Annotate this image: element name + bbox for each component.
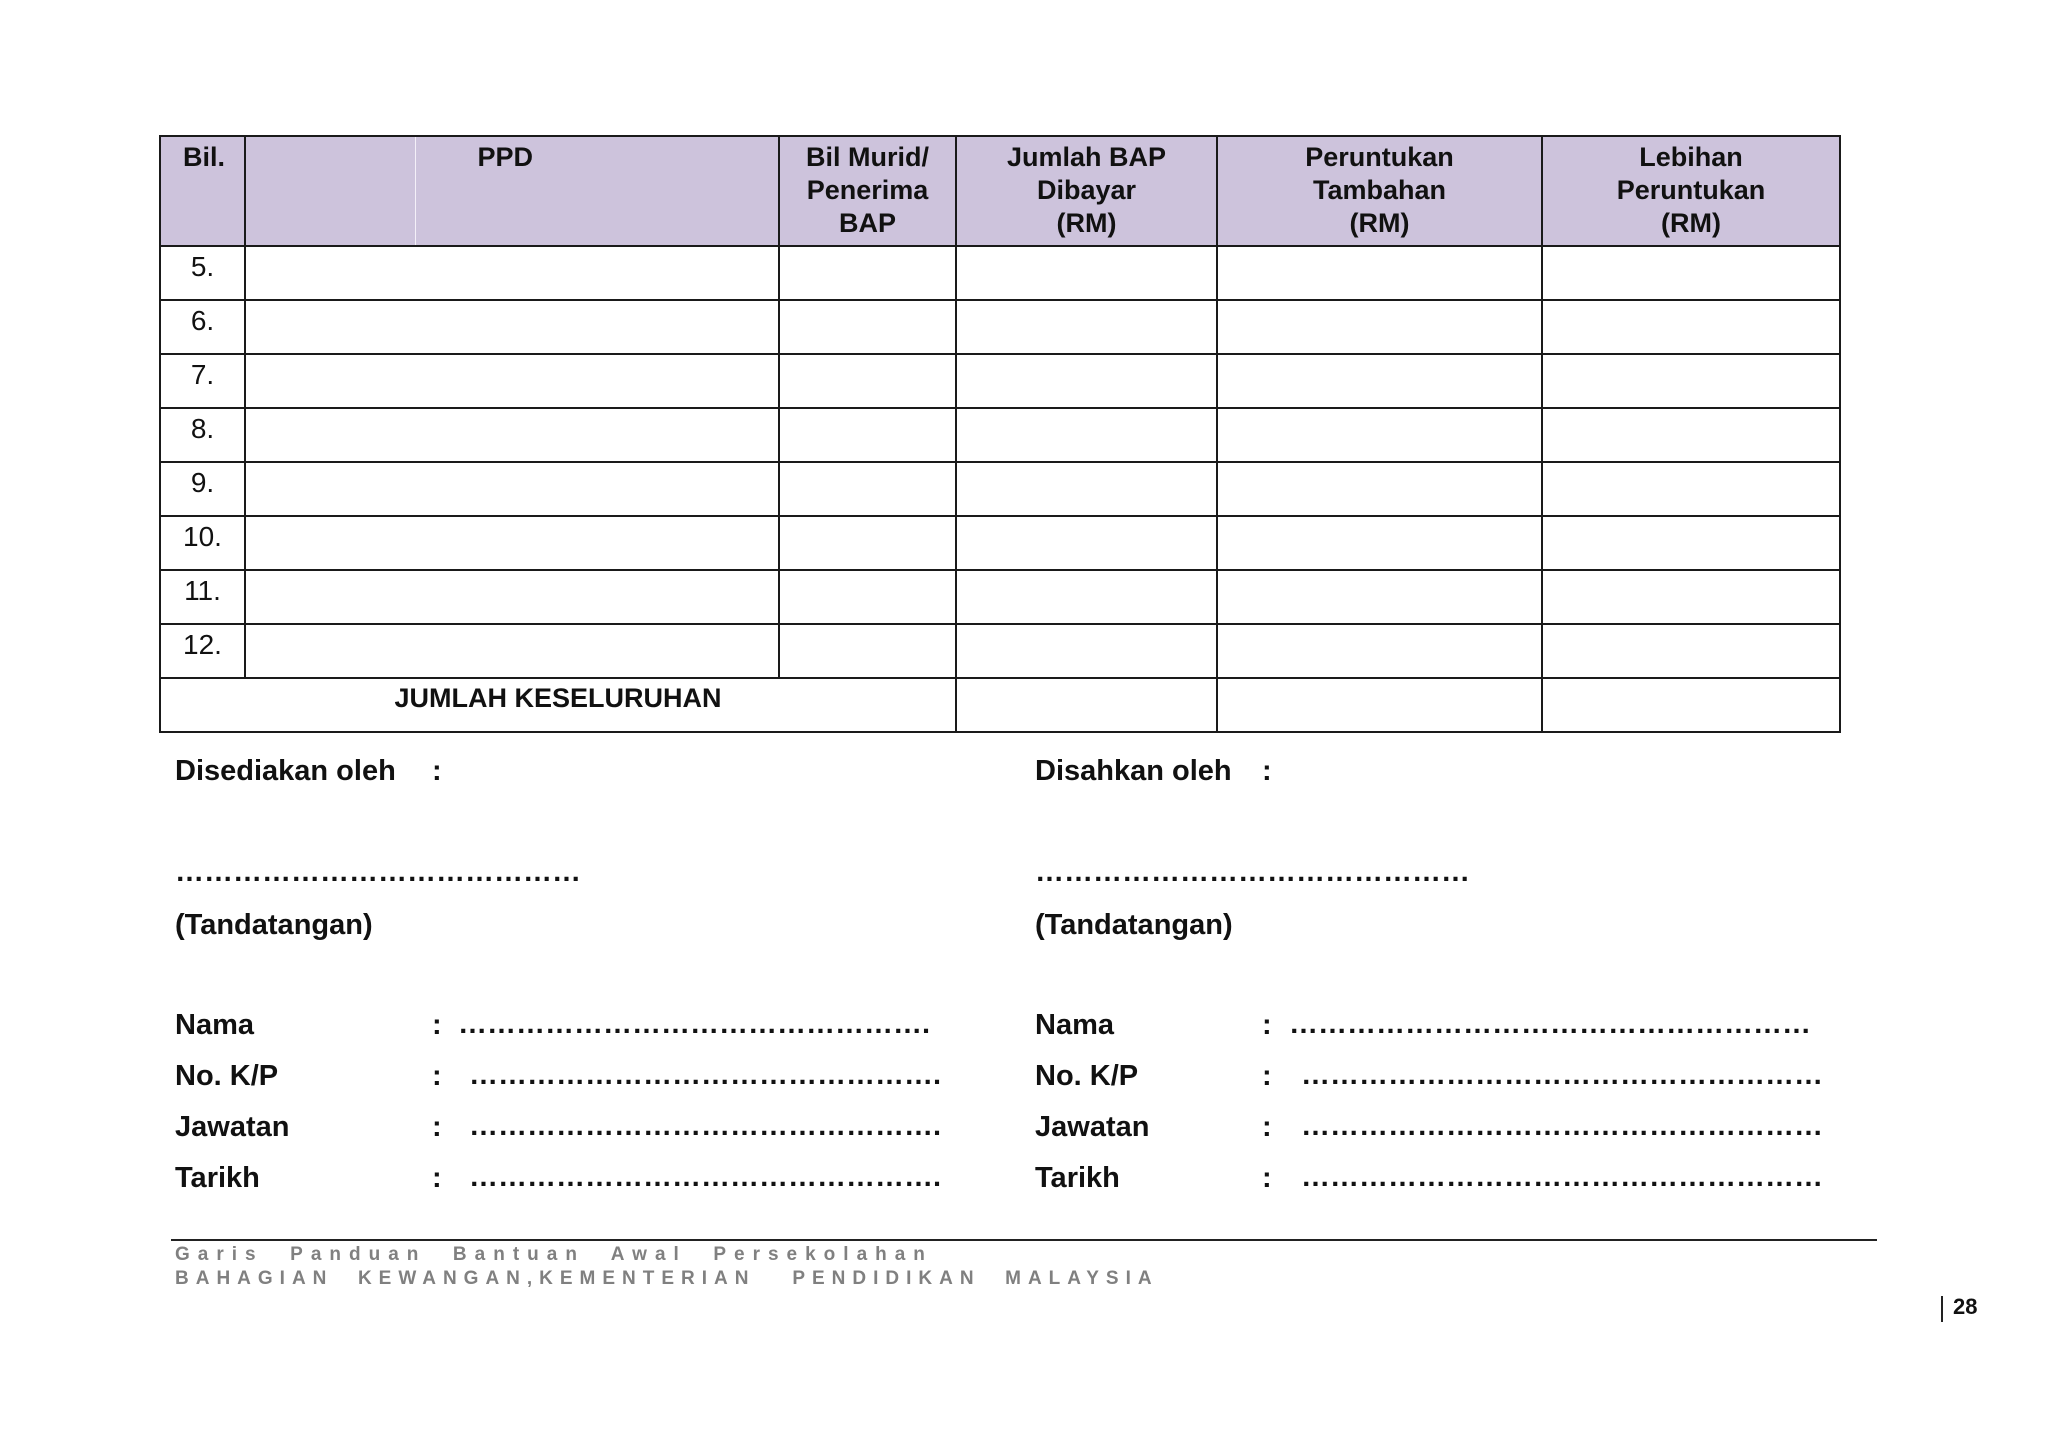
total-jumlah-bap[interactable] <box>956 678 1217 732</box>
prepared-nama-line: …………………………………………. <box>458 1008 931 1040</box>
prepared-jawatan-colon: : <box>432 1111 442 1143</box>
cell-bil-murid[interactable] <box>779 354 956 408</box>
approved-jawatan-colon: : <box>1262 1111 1272 1143</box>
prepared-by-colon: : <box>432 755 442 787</box>
cell-jumlah-bap[interactable] <box>956 462 1217 516</box>
prepared-jawatan-line: …………………………………………. <box>469 1110 942 1142</box>
total-lebihan-peruntukan[interactable] <box>1542 678 1840 732</box>
cell-bil-murid[interactable] <box>779 516 956 570</box>
header-bil-murid <box>779 136 956 246</box>
cell-jumlah-bap[interactable] <box>956 624 1217 678</box>
header-peruntukan-line2: Tambahan <box>1312 175 1447 205</box>
footer-rule <box>171 1239 1877 1241</box>
header-peruntukan-line1: Peruntukan <box>1305 142 1454 172</box>
prepared-tarikh-label: Tarikh <box>175 1162 260 1194</box>
table-row <box>160 354 1840 408</box>
cell-lebihan-peruntukan[interactable] <box>1542 300 1840 354</box>
approved-signature-line: ……………………………………… <box>1035 856 1470 888</box>
footer-ministry-name: BAHAGIAN KEWANGAN,KEMENTERIAN PENDIDIKAN MALAYSIA <box>175 1268 1159 1289</box>
page-number-divider <box>1941 1296 1943 1322</box>
cell-peruntukan-tambahan[interactable] <box>1217 462 1542 516</box>
cell-bil-murid[interactable] <box>779 624 956 678</box>
header-jumlah-bap <box>956 136 1217 246</box>
table-row <box>160 408 1840 462</box>
cell-peruntukan-tambahan[interactable] <box>1217 300 1542 354</box>
header-lebihan-line2: Peruntukan <box>1616 175 1766 205</box>
header-jumlah-bap-line2: Dibayar <box>1036 175 1137 205</box>
header-lebihan-line1: Lebihan <box>1639 142 1743 172</box>
approved-tarikh-colon: : <box>1262 1162 1272 1194</box>
cell-jumlah-bap[interactable] <box>956 408 1217 462</box>
table-row <box>160 624 1840 678</box>
header-ppd: PPD <box>415 136 779 246</box>
total-label: JUMLAH KESELURUHAN <box>160 678 956 732</box>
cell-peruntukan-tambahan[interactable] <box>1217 624 1542 678</box>
approved-tarikh-line: ……………………………………………… <box>1301 1161 1823 1193</box>
cell-peruntukan-tambahan[interactable] <box>1217 570 1542 624</box>
approved-nama-line: ……………………………………………… <box>1289 1008 1811 1040</box>
row-number: 11. <box>160 570 245 624</box>
approved-by-label: Disahkan oleh <box>1035 755 1232 787</box>
table-row <box>160 462 1840 516</box>
cell-bil-murid[interactable] <box>779 462 956 516</box>
row-number: 8. <box>160 408 245 462</box>
prepared-no-k-p-colon: : <box>432 1060 442 1092</box>
cell-ppd[interactable] <box>245 246 779 300</box>
approved-jawatan-line: ……………………………………………… <box>1301 1110 1823 1142</box>
table-row <box>160 300 1840 354</box>
cell-lebihan-peruntukan[interactable] <box>1542 462 1840 516</box>
cell-jumlah-bap[interactable] <box>956 246 1217 300</box>
cell-bil-murid[interactable] <box>779 300 956 354</box>
row-number: 6. <box>160 300 245 354</box>
cell-bil-murid[interactable] <box>779 246 956 300</box>
cell-ppd[interactable] <box>245 624 779 678</box>
cell-bil-murid[interactable] <box>779 408 956 462</box>
table-row <box>160 570 1840 624</box>
table-row <box>160 246 1840 300</box>
prepared-tarikh-line: …………………………………………. <box>469 1161 942 1193</box>
row-number: 9. <box>160 462 245 516</box>
header-lebihan-line3: (RM) <box>1661 208 1721 238</box>
cell-lebihan-peruntukan[interactable] <box>1542 516 1840 570</box>
approved-by-colon: : <box>1262 755 1272 787</box>
cell-jumlah-bap[interactable] <box>956 354 1217 408</box>
cell-peruntukan-tambahan[interactable] <box>1217 408 1542 462</box>
prepared-no-k-p-label: No. K/P <box>175 1060 279 1092</box>
header-jumlah-bap-line1: Jumlah BAP <box>1006 142 1167 172</box>
page-number: 28 <box>1953 1294 1978 1319</box>
prepared-signature-label: (Tandatangan) <box>175 909 373 941</box>
cell-peruntukan-tambahan[interactable] <box>1217 516 1542 570</box>
approved-nama-colon: : <box>1262 1009 1272 1041</box>
prepared-signature-line: …………………………………… <box>175 856 581 888</box>
row-number: 7. <box>160 354 245 408</box>
allocation-table <box>159 135 1841 733</box>
approved-nama-label: Nama <box>1035 1009 1114 1041</box>
approved-signature-label: (Tandatangan) <box>1035 909 1233 941</box>
cell-ppd[interactable] <box>245 408 779 462</box>
header-lebihan-peruntukan <box>1542 136 1840 246</box>
cell-peruntukan-tambahan[interactable] <box>1217 354 1542 408</box>
prepared-tarikh-colon: : <box>432 1162 442 1194</box>
approved-no-k-p-line: ……………………………………………… <box>1301 1059 1823 1091</box>
row-number: 12. <box>160 624 245 678</box>
cell-peruntukan-tambahan[interactable] <box>1217 246 1542 300</box>
header-peruntukan-line3: (RM) <box>1349 208 1410 238</box>
cell-jumlah-bap[interactable] <box>956 300 1217 354</box>
approved-no-k-p-label: No. K/P <box>1035 1060 1139 1092</box>
cell-jumlah-bap[interactable] <box>956 516 1217 570</box>
approved-jawatan-label: Jawatan <box>1035 1111 1150 1143</box>
cell-lebihan-peruntukan[interactable] <box>1542 408 1840 462</box>
cell-lebihan-peruntukan[interactable] <box>1542 246 1840 300</box>
prepared-no-k-p-line: …………………………………………. <box>469 1059 942 1091</box>
prepared-nama-label: Nama <box>175 1009 254 1041</box>
table-row <box>160 516 1840 570</box>
header-ppd-spacer <box>245 136 415 246</box>
cell-ppd[interactable] <box>245 300 779 354</box>
header-peruntukan-tambahan <box>1217 136 1542 246</box>
cell-lebihan-peruntukan[interactable] <box>1542 624 1840 678</box>
cell-ppd[interactable] <box>245 354 779 408</box>
cell-bil-murid[interactable] <box>779 570 956 624</box>
prepared-jawatan-label: Jawatan <box>175 1111 290 1143</box>
approved-no-k-p-colon: : <box>1262 1060 1272 1092</box>
cell-lebihan-peruntukan[interactable] <box>1542 570 1840 624</box>
cell-jumlah-bap[interactable] <box>956 570 1217 624</box>
table-header-row <box>160 136 1840 246</box>
cell-ppd[interactable] <box>245 462 779 516</box>
cell-lebihan-peruntukan[interactable] <box>1542 354 1840 408</box>
header-bil-murid-line3: BAP <box>838 208 896 238</box>
cell-ppd[interactable] <box>245 516 779 570</box>
prepared-by-label: Disediakan oleh <box>175 755 396 787</box>
row-number: 10. <box>160 516 245 570</box>
approved-tarikh-label: Tarikh <box>1035 1162 1120 1194</box>
row-number: 5. <box>160 246 245 300</box>
header-bil: Bil. <box>160 136 245 246</box>
footer-guideline-title: Garis Panduan Bantuan Awal Persekolahan <box>175 1244 933 1265</box>
total-peruntukan-tambahan[interactable] <box>1217 678 1542 732</box>
cell-ppd[interactable] <box>245 570 779 624</box>
prepared-nama-colon: : <box>432 1009 442 1041</box>
total-row <box>160 678 1840 732</box>
header-bil-murid-line1: Bil Murid/ <box>806 142 929 172</box>
table-body <box>160 246 1840 732</box>
header-bil-murid-line2: Penerima <box>806 175 929 205</box>
header-jumlah-bap-line3: (RM) <box>1056 208 1117 238</box>
